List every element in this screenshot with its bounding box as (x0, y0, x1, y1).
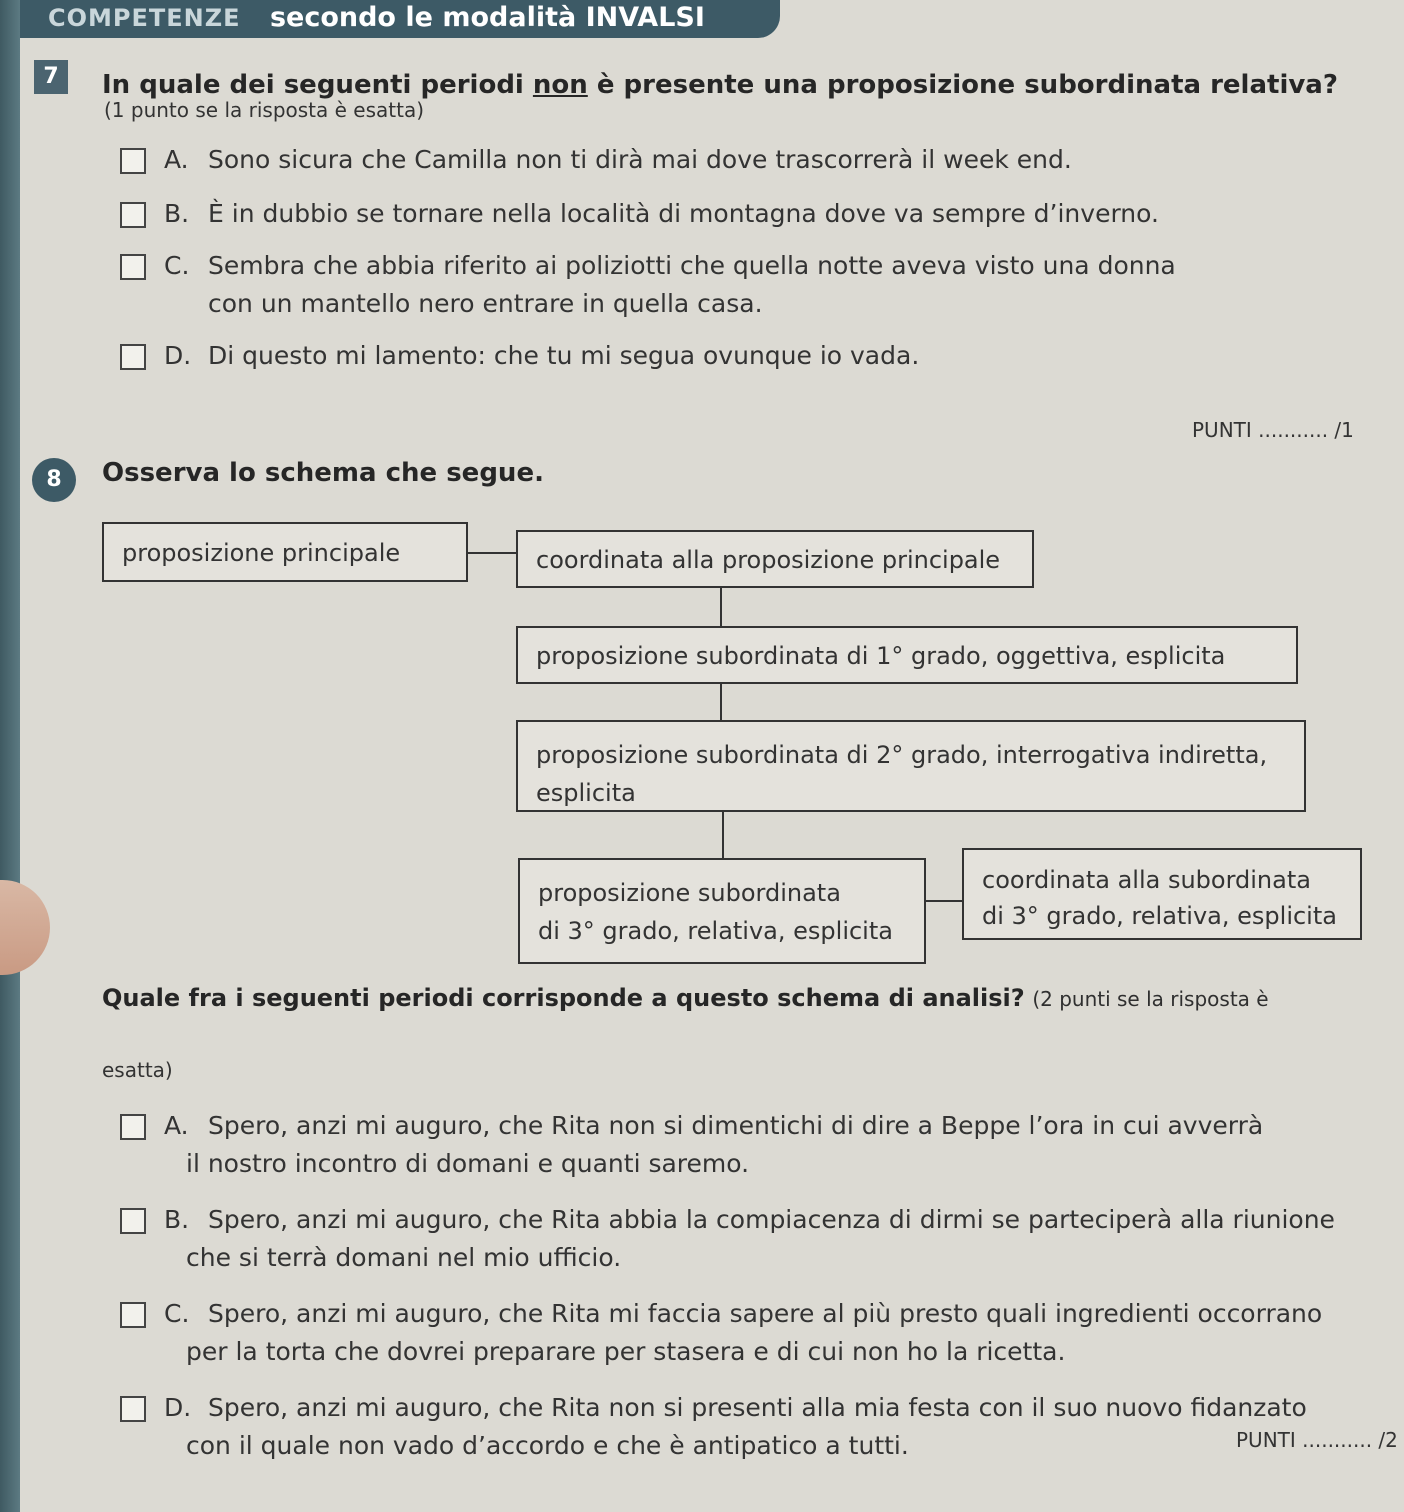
q8-option-a-text: Spero, anzi mi auguro, che Rita non si dimentichi di dire a Beppe l’ora in cui avverrà (208, 1111, 1264, 1140)
q8-option-c-checkbox[interactable] (120, 1302, 146, 1328)
schema-coordinata-subordinata-line2: di 3° grado, relativa, esplicita (982, 902, 1337, 930)
schema-subordinata-3 (518, 858, 926, 964)
q7-option-c-text: Sembra che abbia riferito ai poliziotti che quella notte aveva visto una donna (208, 251, 1176, 280)
question-7-title-pre: In quale dei seguenti periodi (102, 70, 533, 100)
question-7-title (102, 70, 1338, 100)
q8-option-b-text-line2: che si terrà domani nel mio ufficio. (186, 1243, 622, 1272)
page-edge (0, 0, 20, 1512)
schema-coordinata-subordinata-line1: coordinata alla subordinata (982, 866, 1311, 894)
q8-question-note: (2 punti se la risposta è (1032, 987, 1269, 1011)
schema-principale: proposizione principale (102, 522, 468, 582)
question-7-note: (1 punto se la risposta è esatta) (104, 98, 425, 122)
schema-subordinata-2-line1: proposizione subordinata di 2° grado, interrogativa indiretta, (536, 741, 1268, 769)
q8-option-d-text: Spero, anzi mi auguro, che Rita non si presenti alla mia festa con il suo nuovo fidanzato (208, 1393, 1307, 1422)
section-header (20, 0, 780, 38)
question-8-number: 8 (32, 458, 76, 502)
schema-coordinata-principale: coordinata alla proposizione principale (516, 530, 1034, 588)
question-7-title-post: è presente una proposizione subordinata relativa? (587, 70, 1338, 100)
question-7-title-emphasis: non (532, 70, 588, 100)
q7-option-b-letter: B. (164, 199, 190, 228)
connector-line (720, 684, 722, 720)
schema-subordinata-2-line2: esplicita (536, 779, 636, 807)
q8-option-d-letter: D. (164, 1393, 192, 1422)
q7-option-a-checkbox[interactable] (120, 148, 146, 174)
schema-subordinata-2 (516, 720, 1306, 812)
schema-subordinata-1: proposizione subordinata di 1° grado, oggettiva, esplicita (516, 626, 1298, 684)
q8-option-b-checkbox[interactable] (120, 1208, 146, 1234)
q8-option-a-letter: A. (164, 1111, 189, 1140)
q8-question-bold: Quale fra i seguenti periodi corrisponde a questo schema di analisi? (102, 984, 1025, 1012)
schema-subordinata-3-line1: proposizione subordinata (538, 879, 841, 907)
q7-option-a-text: Sono sicura che Camilla non ti dirà mai dove trascorrerà il week end. (208, 145, 1072, 174)
schema-coordinata-subordinata (962, 848, 1362, 940)
q7-option-d-checkbox[interactable] (120, 344, 146, 370)
connector-line (926, 900, 962, 902)
q8-option-d-checkbox[interactable] (120, 1396, 146, 1422)
q7-score: PUNTI ........... /1 (1192, 418, 1354, 442)
schema-subordinata-3-line2: di 3° grado, relativa, esplicita (538, 917, 893, 945)
workbook-page (20, 0, 1404, 1512)
question-7-number: 7 (34, 60, 68, 94)
q7-option-c-checkbox[interactable] (120, 254, 146, 280)
competenze-label: COMPETENZE (48, 4, 241, 32)
q7-option-c-text-line2: con un mantello nero entrare in quella casa. (208, 289, 763, 318)
q8-option-b-letter: B. (164, 1205, 190, 1234)
q7-option-a-letter: A. (164, 145, 189, 174)
q7-option-b-checkbox[interactable] (120, 202, 146, 228)
q8-option-c-text-line2: per la torta che dovrei preparare per stasera e di cui non ho la ricetta. (186, 1337, 1066, 1366)
q8-option-a-text-line2: il nostro incontro di domani e quanti saremo. (186, 1149, 750, 1178)
question-8-title: Osserva lo schema che segue. (102, 458, 544, 488)
q7-option-b-text: È in dubbio se tornare nella località di montagna dove va sempre d’inverno. (208, 199, 1159, 228)
q8-option-d-text-line2: con il quale non vado d’accordo e che è antipatico a tutti. (186, 1431, 909, 1460)
q8-question-note-end: esatta) (102, 1058, 173, 1082)
q8-score: PUNTI ........... /2 (1236, 1428, 1398, 1452)
q8-option-c-text: Spero, anzi mi auguro, che Rita mi faccia sapere al più presto quali ingredienti occorrano (208, 1299, 1323, 1328)
q8-question (102, 984, 1269, 1012)
q8-option-b-text: Spero, anzi mi auguro, che Rita abbia la compiacenza di dirmi se parteciperà alla riunione (208, 1205, 1335, 1234)
connector-line (468, 552, 516, 554)
q7-option-c-letter: C. (164, 251, 190, 280)
connector-line (720, 588, 722, 626)
section-title: secondo le modalità INVALSI (269, 2, 705, 33)
q7-option-d-text: Di questo mi lamento: che tu mi segua ovunque io vada. (208, 341, 920, 370)
q8-option-c-letter: C. (164, 1299, 190, 1328)
connector-line (722, 812, 724, 858)
q7-option-d-letter: D. (164, 341, 192, 370)
q8-option-a-checkbox[interactable] (120, 1114, 146, 1140)
